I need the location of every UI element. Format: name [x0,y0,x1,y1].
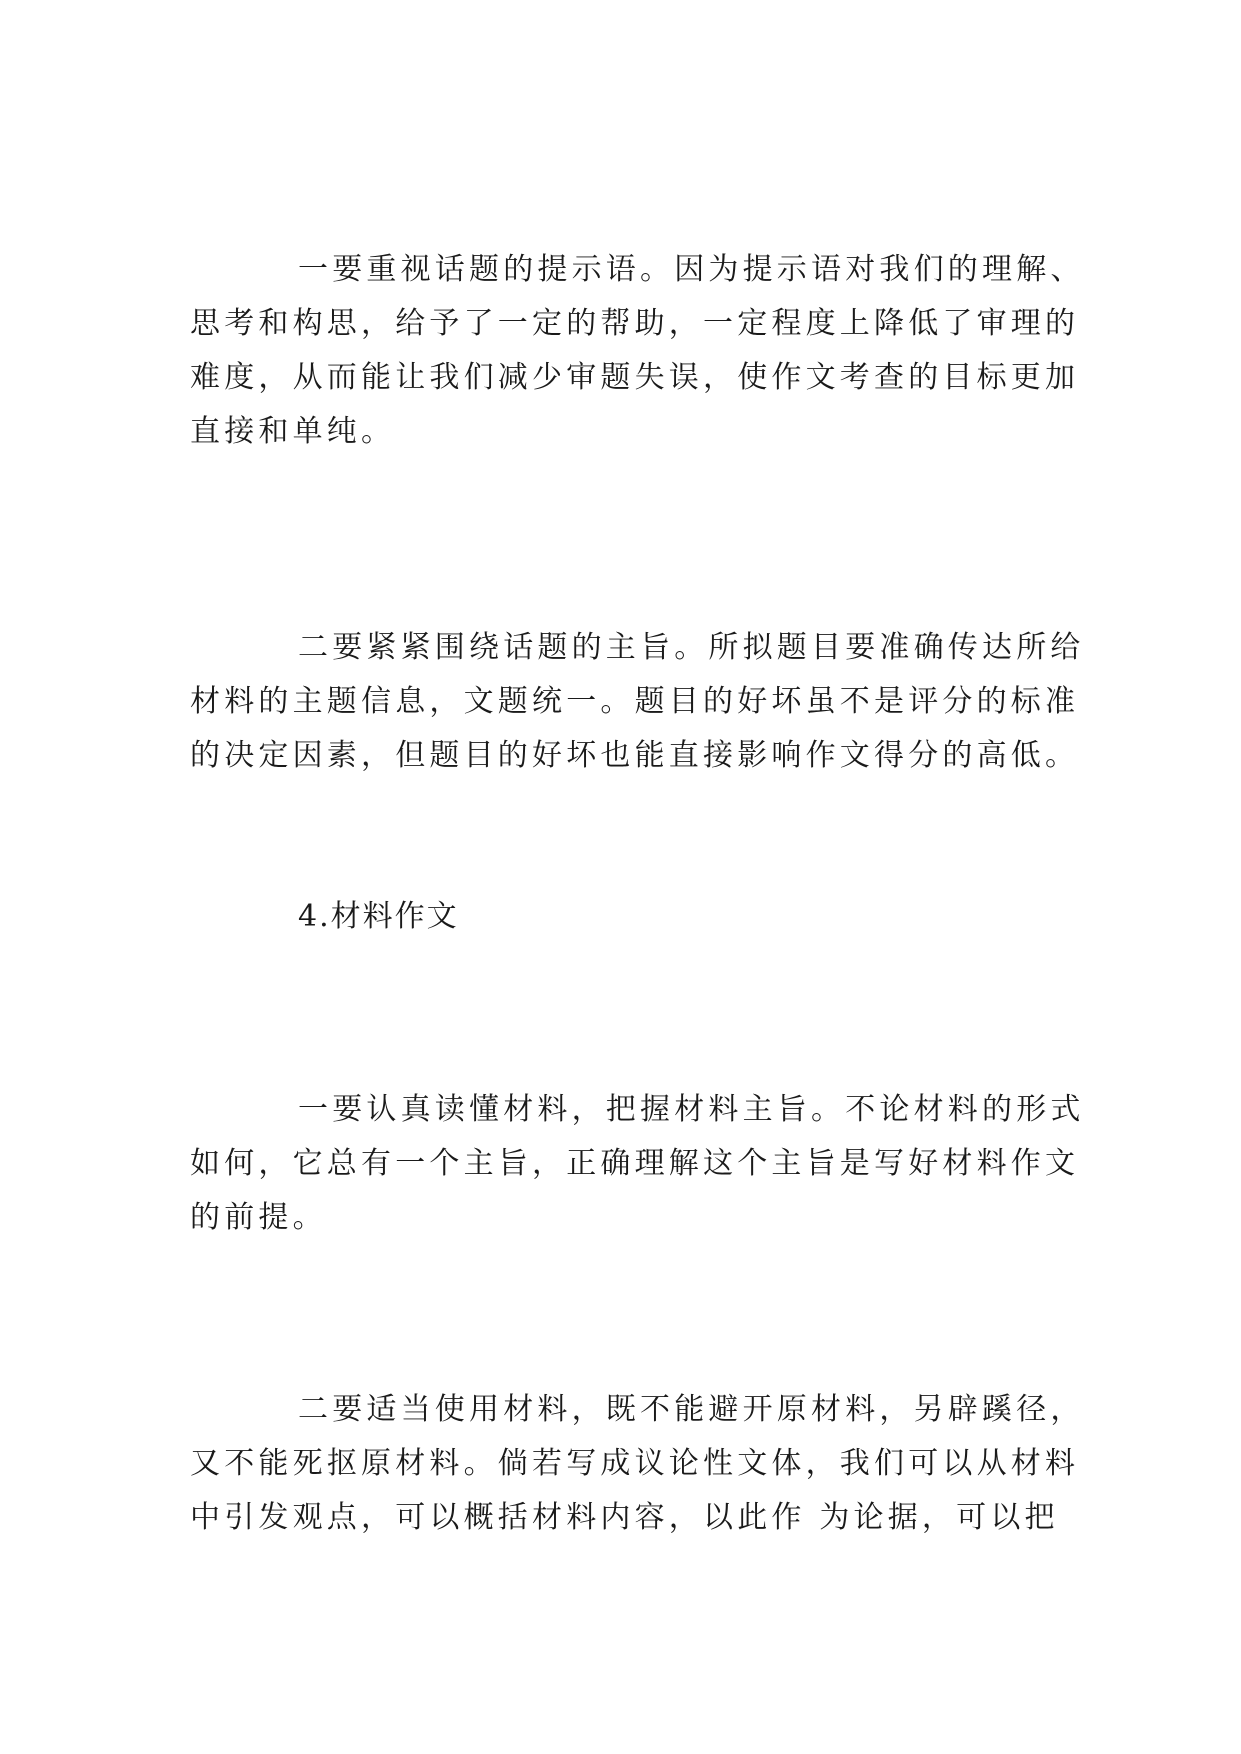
paragraph-line: 一要认真读懂材料，把握材料主旨。不论材料的形式 [298,1092,1085,1127]
paragraph-line: 思考和构思，给予了一定的帮助，一定程度上降低了审理的 [190,306,1080,341]
paragraph-line: 一要重视话题的提示语。因为提示语对我们的理解、 [298,252,1085,287]
paragraph-line: 又不能死抠原材料。倘若写成议论性文体，我们可以从材料 [190,1446,1080,1481]
paragraph-line: 中引发观点，可以概括材料内容，以此作 为论据，可以把 [190,1500,1059,1535]
paragraph-line: 材料的主题信息，文题统一。题目的好坏虽不是评分的标准 [190,684,1080,719]
paragraph-line: 难度，从而能让我们减少审题失误，使作文考查的目标更加 [190,360,1080,395]
paragraph-line: 直接和单纯。 [190,414,396,449]
paragraph-line: 二要紧紧围绕话题的主旨。所拟题目要准确传达所给 [298,630,1085,665]
section-heading: 4.材料作文 [298,899,459,934]
paragraph-line: 如何，它总有一个主旨，正确理解这个主旨是写好材料作文 [190,1146,1080,1181]
paragraph-line: 的决定因素，但题目的好坏也能直接影响作文得分的高低。 [190,738,1080,773]
paragraph-line: 二要适当使用材料，既不能避开原材料，另辟蹊径， [298,1392,1085,1427]
paragraph-line: 的前提。 [190,1200,327,1235]
